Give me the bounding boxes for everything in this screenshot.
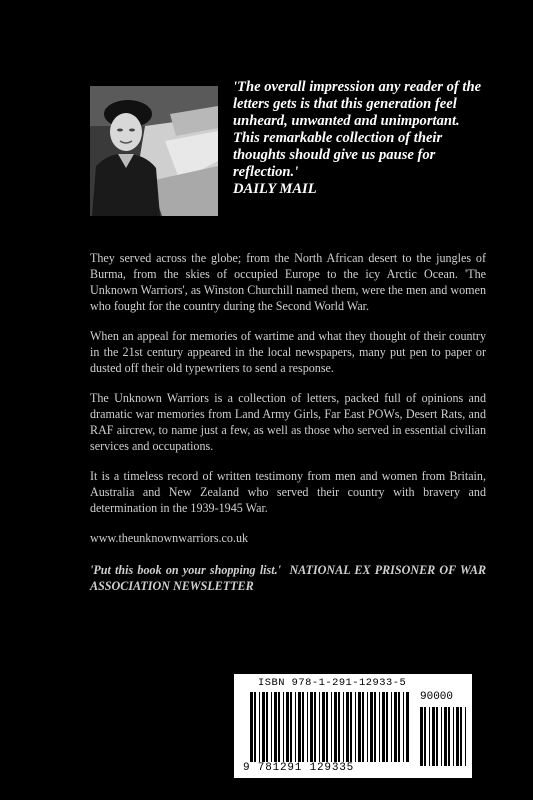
back-cover-text xyxy=(90,250,486,608)
description-paragraph-3: The Unknown Warriors is a collection of letters, packed full of opinions and dramatic war memories from Land Army Girls, Far East POWs, Desert Rats, and RAF aircrew, to name just a few, as well as those who served in essential civilian services and occupations. xyxy=(90,391,486,453)
price-code: 90000 xyxy=(420,691,454,703)
closing-quote-text: 'Put this book on your shopping list.' xyxy=(90,563,281,577)
review-quote-source: DAILY MAIL xyxy=(233,181,317,197)
barcode-digits: 9 781291 129335 xyxy=(243,762,355,774)
cover-photo xyxy=(90,86,218,216)
description-paragraph-1: They served across the globe; from the North African desert to the jungles of Burma, from the skies of occupied Europe to the icy Arctic Ocean. 'The Unknown Warriors', as Winston Churchill named them, were the men and women who fought for the country during the Second World War. xyxy=(90,251,486,313)
isbn-barcode xyxy=(234,674,472,778)
closing-quote-source: NATIONAL EX PRISONER OF WAR ASSOCIATION NEWSLETTER xyxy=(90,563,487,593)
review-quote xyxy=(233,79,483,198)
isbn-label: ISBN 978-1-291-12933-5 xyxy=(258,677,407,689)
woman-with-letters-photo xyxy=(90,86,218,216)
description-paragraph-4: It is a timeless record of written testimony from men and women from Britain, Australia and New Zealand who served their country with bravery and determination in the 1939-1945 War. xyxy=(90,469,486,515)
closing-quote xyxy=(90,562,486,594)
website-link[interactable]: www.theunknownwarriors.co.uk xyxy=(90,531,249,545)
review-quote-text: 'The overall impression any reader of the letters gets is that this generation feel unheard, unwanted and unimportant. This remarkable collection of their thoughts should give us pause for reflection.' xyxy=(233,79,482,180)
description-paragraph-2: When an appeal for memories of wartime and what they thought of their country in the 21st century appeared in the local newspapers, many put pen to paper or dusted off their old typewriters to send a response. xyxy=(90,329,486,375)
